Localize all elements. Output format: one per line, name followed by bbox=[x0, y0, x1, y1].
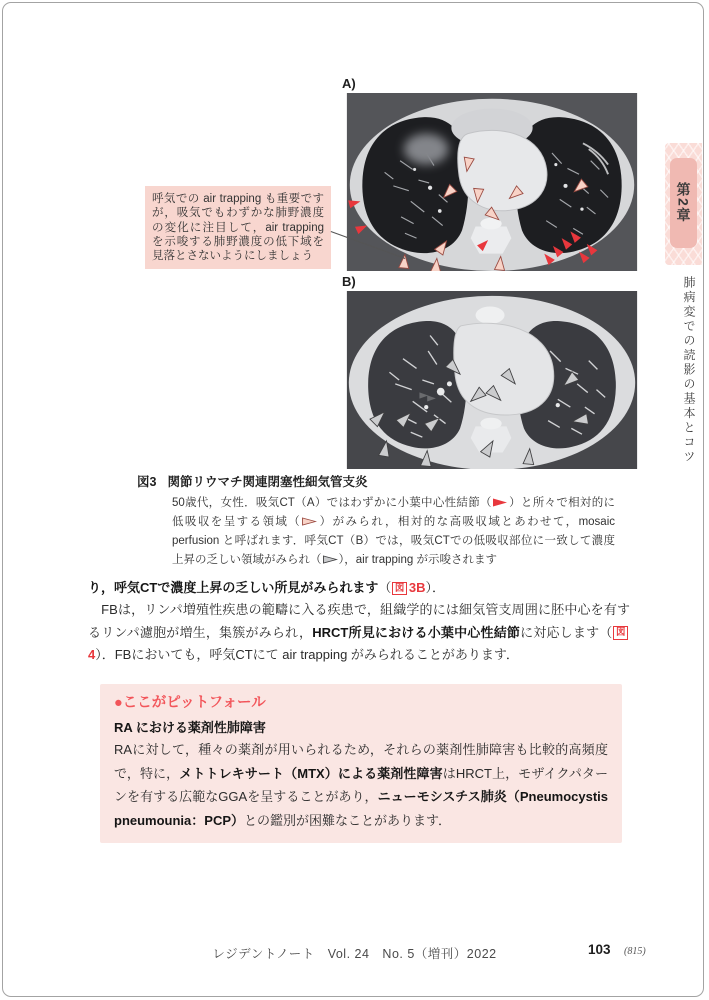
figure-number: 図3 bbox=[137, 475, 157, 489]
emphasis-text: り，呼気CTで濃度上昇の乏しい所見がみられます bbox=[88, 580, 379, 595]
sidebar-section-title: 肺病変での読影の基本とコツ bbox=[682, 276, 696, 465]
figure-ref-3b: 3B bbox=[408, 580, 426, 595]
emphasis-text: HRCT所見における小葉中心性結節 bbox=[312, 624, 521, 640]
figure-caption bbox=[137, 472, 615, 569]
pitfall-subtitle: RA における薬剤性肺障害 bbox=[114, 720, 266, 735]
right-lung bbox=[368, 321, 466, 448]
vertebral-body bbox=[480, 418, 501, 430]
paragraph-2: FBは，リンパ増殖性疾患の範疇に入る疾患で，組織学的には細気管支周囲に胚中心を有するリンパ濾胞が増生，集簇がみられ，HRCT所見における小葉中心性結節に対応します（ 図4）．FBにおいても，呼気CTにて air trapping がみられることがあります． bbox=[88, 602, 630, 663]
pitfall-title: ●ここがピットフォール bbox=[114, 695, 266, 711]
chapter-label: 第2章 bbox=[675, 182, 692, 224]
callout-note bbox=[145, 186, 331, 269]
figure-caption-body bbox=[172, 494, 615, 569]
page-number-alt: (815) bbox=[624, 946, 646, 957]
caption-text: ）がみられ，相対的な高吸収域とあわせて，mosaic perfusion と呼ばれます．呼気CT（B）では，吸気CTでの低吸収部位に一致して濃度上昇の乏しい領域がみられ（ bbox=[172, 515, 615, 566]
figure-title: 関節リウマチ関連閉塞性細気管支炎 bbox=[167, 475, 368, 489]
figure-ref-4: 4 bbox=[88, 647, 96, 663]
paragraph-1: り，呼気CTで濃度上昇の乏しい所見がみられます（ 図 3B）． bbox=[88, 580, 446, 595]
gray-arrowhead-icon bbox=[323, 555, 338, 564]
emphasis-text: ニューモシスチス肺炎（Pneumocystis pneumounia：PCP） bbox=[114, 789, 608, 828]
figure-ref-icon: 図 bbox=[392, 582, 407, 596]
panel-b-label: B) bbox=[342, 274, 356, 289]
pitfall-body: RAに対して，種々の薬剤が用いられるため，それらの薬剤性肺障害も比較的高頻度で，特に，メトトレキサート（MTX）による薬剤性障害はHRCT上，モザイクパターンを有する広範なGGAを呈することがあり，ニューモシスチス肺炎（Pneumocystis pneumounia：PCP）との鑑別が困難なことがあります． bbox=[114, 742, 608, 828]
emphasis-text: メトトレキサート（MTX）による薬剤性障害 bbox=[179, 765, 443, 781]
ground-glass-opacity bbox=[404, 134, 449, 165]
sternum bbox=[476, 306, 505, 323]
figure-ref-icon: 図 bbox=[613, 626, 628, 640]
caption-text: ），air trapping が示唆されます bbox=[338, 553, 497, 566]
pitfall-box bbox=[100, 684, 622, 843]
figure-caption-heading bbox=[137, 472, 615, 490]
body-text bbox=[88, 577, 630, 667]
red-arrowhead-icon bbox=[493, 498, 508, 507]
page-number: 103 bbox=[588, 942, 611, 957]
panel-a-label: A) bbox=[342, 76, 356, 91]
chapter-tab bbox=[665, 143, 702, 265]
ct-scan-expiratory bbox=[344, 291, 640, 469]
footer-journal-info: レジデントノート Vol. 24 No. 5（増刊）2022 bbox=[212, 947, 497, 961]
caption-text: ）と所々で相対的に低吸収を呈する領域（ bbox=[172, 497, 616, 528]
chapter-tab-box bbox=[670, 158, 697, 248]
callout-text: 呼気での air trapping も重要ですが，吸気でもわずかな肺野濃度の変化に注目して，air trapping を示唆する肺野濃度の低下域を見落とさないようにしましょう bbox=[152, 193, 324, 262]
pink-arrowhead-icon bbox=[302, 517, 317, 526]
ct-scan-inspiratory bbox=[344, 93, 640, 271]
caption-text: 50歳代，女性．吸気CT（A）ではわずかに小葉中心性結節（ bbox=[172, 497, 492, 509]
